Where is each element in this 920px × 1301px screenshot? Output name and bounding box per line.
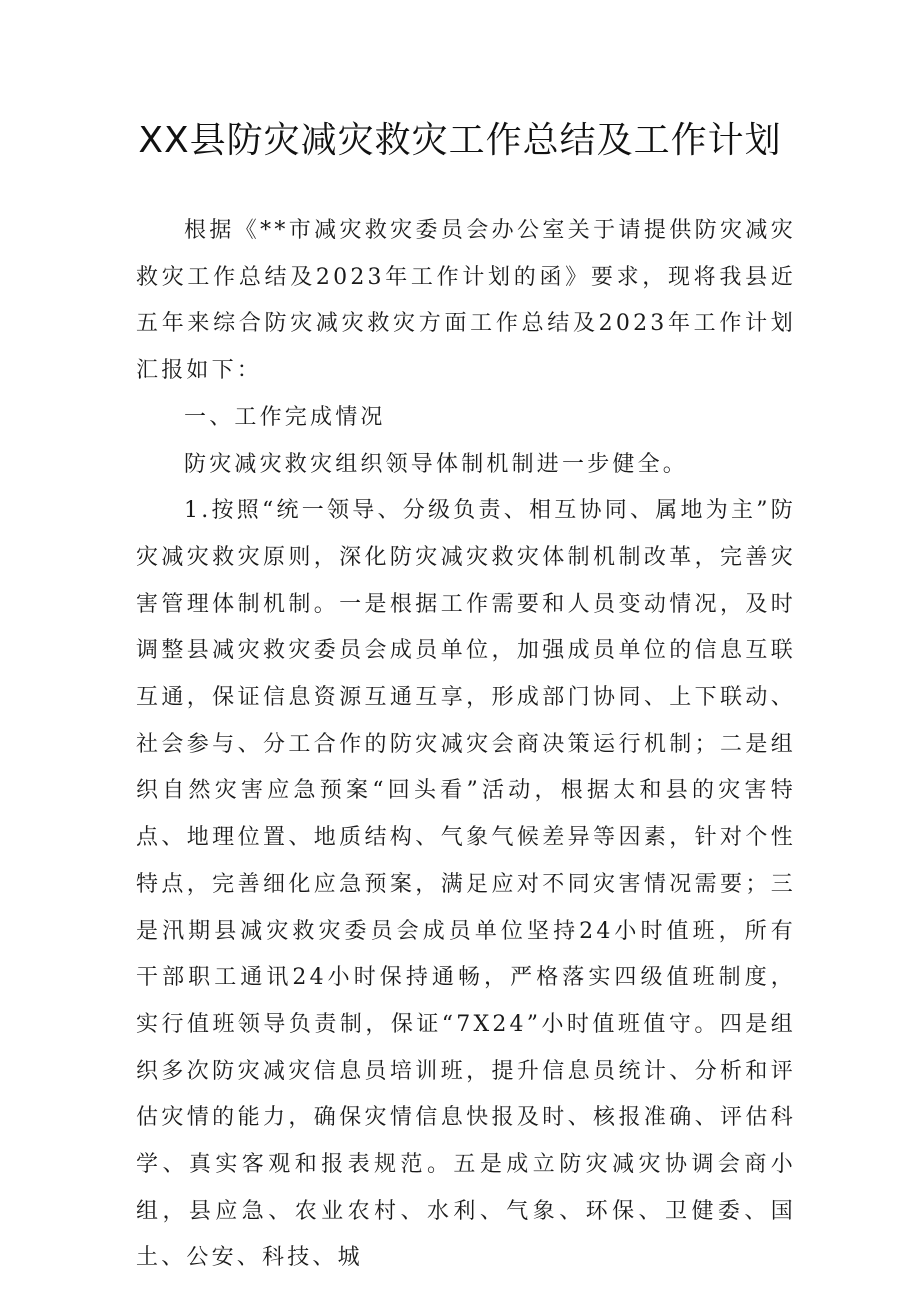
summary-paragraph: 防灾减灾救灾组织领导体制机制进一步健全。 bbox=[184, 451, 689, 477]
document-title: XX县防灾减灾救灾工作总结及工作计划 bbox=[138, 120, 782, 161]
document-body bbox=[136, 208, 796, 1282]
intro-paragraph: 根据《**市减灾救灾委员会办公室关于请提供防灾减灾救灾工作总结及2023年工作计划的函》要求，现将我县近五年来综合防灾减灾救灾方面工作总结及2023年工作计划汇报如下： bbox=[136, 218, 796, 384]
section-heading: 一、工作完成情况 bbox=[184, 404, 386, 430]
item-paragraph: 1.按照“统一领导、分级负责、相互协同、属地为主”防灾减灾救灾原则，深化防灾减灾救灾体制机制改革，完善灾害管理体制机制。一是根据工作需要和人员变动情况，及时调整县减灾救灾委员会成员单位，加强成员单位的信息互联互通，保证信息资源互通互享，形成部门协同、上下联动、社会参与、分工合作的防灾减灾会商决策运行机制；二是组织自然灾害应急预案“回头看”活动，根据太和县的灾害特点、地理位置、地质结构、气象气候差异等因素，针对个性特点，完善细化应急预案，满足应对不同灾害情况需要；三是汛期县减灾救灾委员会成员单位坚持24小时值班，所有干部职工通讯24小时保持通畅，严格落实四级值班制度，实行值班领导负责制，保证“7X24”小时值班值守。四是组织多次防灾减灾信息员培训班，提升信息员统计、分析和评估灾情的能力，确保灾情信息快报及时、核报准确、评估科学、真实客观和报表规范。五是成立防灾减灾协调会商小组，县应急、农业农村、水利、气象、环保、卫健委、国土、公安、科技、城 bbox=[136, 498, 796, 1271]
